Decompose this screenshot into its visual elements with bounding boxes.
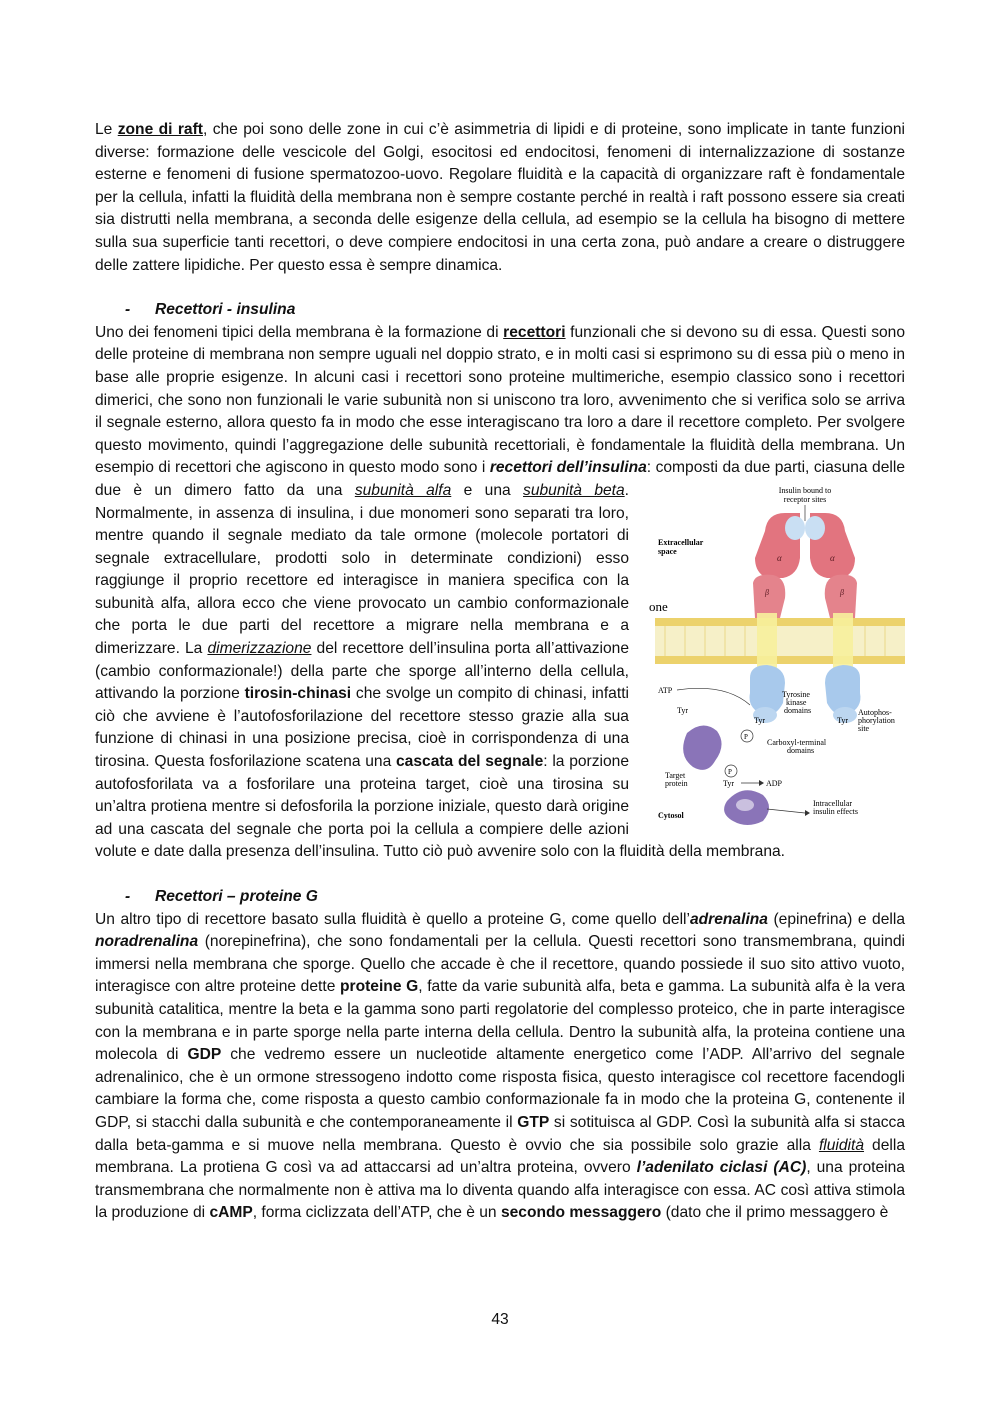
label-extracellular-2: space xyxy=(658,546,677,556)
term-tirosin-chinasi: tirosin-chinasi xyxy=(244,685,352,703)
term-gtp: GTP xyxy=(517,1113,550,1131)
document-body xyxy=(95,119,905,1225)
insulin-receptor-diagram xyxy=(649,483,905,828)
term-secondo-messaggero: secondo messaggero xyxy=(500,1204,662,1222)
text-run: (epinefrina) e della xyxy=(767,910,905,928)
label-tyr-left: Tyr xyxy=(677,705,688,715)
label-autophos-2: phorylation xyxy=(858,715,895,725)
beta-label-left: β xyxy=(765,587,769,597)
term-zone-di-raft: zone di raft xyxy=(117,121,203,138)
text-run: . Normalmente, in assenza di insulina, i due monomeri sono separati tra loro, mentre quando il segnale mediato da tale ormone (molecole portatori di segnale extracellulare, prodotti solo in determinate condizioni) esso raggiunge il proprio recettore ed interagisce in maniera specifica con la subunità alfa, allora ecco che viene provocato un cambio conformazionale che porta le due parti del recettore a migrare nella membrana e a dimerizzare. La xyxy=(95,481,630,658)
label-target-protein-1: Target xyxy=(665,770,686,780)
alpha-label-left: α xyxy=(777,552,782,563)
term-subunita-beta: subunità beta xyxy=(523,481,625,499)
label-p-1: P xyxy=(744,732,748,741)
paragraph-recettori-insulina xyxy=(95,322,905,864)
label-target-protein-2: protein xyxy=(665,778,688,788)
term-cascata-segnale: cascata del segnale xyxy=(396,753,544,771)
term-recettori: recettori xyxy=(503,323,566,341)
text-run: : composti da due parti, ciasuna delle due è un dimero fatto da una xyxy=(95,459,906,499)
target-protein-shape xyxy=(683,725,721,769)
membrane-core xyxy=(655,626,905,656)
label-tyr-target: Tyr xyxy=(723,778,734,788)
text-run: Uno dei fenomeni tipici della membrana è la formazione di xyxy=(95,323,504,341)
membrane-inner-heads xyxy=(655,656,905,664)
page-number: 43 xyxy=(491,1311,509,1328)
text-run: , una proteina transmembrana che normalmente non è attiva ma lo diventa quando alfa interagisce con essa. AC così attiva stimola la produzione di xyxy=(95,1159,905,1222)
label-tyrosine-kinase-2: kinase xyxy=(786,697,807,707)
text-run: (dato che il primo messaggero è xyxy=(661,1204,889,1222)
label-autophos-1: Autophos- xyxy=(858,707,892,717)
paragraph-raft xyxy=(95,119,905,277)
insulin-site-right xyxy=(805,516,825,540)
label-extracellular-1: Extracellular xyxy=(658,537,704,547)
label-tyr-kinase-right: Tyr xyxy=(837,715,848,725)
term-recettori-insulina: recettori dell’insulina xyxy=(489,459,647,477)
text-run: della membrana. La protiena G così va ad attaccarsi ad un’altra proteina, ovvero xyxy=(95,1136,905,1177)
label-carboxyl-2: domains xyxy=(787,745,815,755)
term-noradrenalina: noradrenalina xyxy=(95,933,199,951)
heading-dash: - xyxy=(125,301,131,319)
heading-text: Recettori - insulina xyxy=(155,301,296,319)
term-camp: cAMP xyxy=(209,1204,253,1222)
membrane-label-fragment: one xyxy=(649,598,668,614)
text-run: , forma ciclizzata dell’ATP, che è un xyxy=(252,1204,501,1222)
label-p-2: P xyxy=(728,767,732,776)
term-gdp: GDP xyxy=(187,1046,222,1064)
term-proteine-g: proteine G xyxy=(339,978,419,996)
text-run: funzionali che si devono su di essa. Questi sono delle proteine di membrana non sempre uguali nel doppio strato, e in molti casi si esprimono su di essa più o meno in base alle proprie esigenze. In alcuni casi i recettori sono proteine multimeriche, esempio classico sono i recettori dimerici, che sono non funzionali le varie subunità non si uniscono tra loro, avvenimento che si verifica solo se arriva il segnale esterno, allora questo fa in modo che esse interagiscano tra loro a dare il recettore completo. Per svolgere questo movimento, quindi l’aggregazione delle subunità recettoriali, è fondamentale la fluidità della membrana. Un esempio di recettori che agiscono in questo modo sono i xyxy=(95,323,906,477)
beta-label-right: β xyxy=(840,587,844,597)
label-insulin-bound-2: receptor sites xyxy=(783,494,827,504)
text-run: che vedremo essere un nucleotide altamente energetico come l’ADP. All’arrivo del segnale adrenalinico, che è un ormone stressogeno indotto come risposta fisica, questo interagisce col recettore facendogli cambiare la forma che, come risposta a questo cambio conformazionale fa in modo che la proteina G, contenente il GDP, si stacchi dalla subunità e che contemporaneamente il xyxy=(95,1046,905,1131)
heading-dash: - xyxy=(125,888,131,905)
label-cytosol: Cytosol xyxy=(658,810,684,820)
label-intracellular-2: insulin effects xyxy=(813,806,858,816)
label-intracellular-1: Intracellular xyxy=(813,798,853,808)
label-tyrosine-kinase-1: Tyrosine xyxy=(782,689,810,699)
text-run: del recettore dell’insulina porta all’attivazione (cambio conformazionale!) della parte che sporge all’interno della cellula, attivando la porzione xyxy=(95,640,629,703)
alpha-label-right: α xyxy=(830,552,835,563)
text-run: : la porzione autofosforilata va a fosforilare una proteina target, cioè una tirosina su un’altra protiena mentre si defosforila la porzione iniziale, questo darà origine ad una cascata del segnale che porta poi la cellula a compiere delle azioni volute e date dalla presenza dell’insulina. Tutto ciò può avvenire solo con la fluidità della membrana. xyxy=(95,753,786,861)
term-dimerizzazione: dimerizzazione xyxy=(207,640,312,658)
label-insulin-bound-1: Insulin bound to xyxy=(778,485,832,495)
label-adp: ADP xyxy=(766,778,783,788)
text-run: e una xyxy=(451,481,524,499)
text-run: si sotituisca al GDP. Così la subunità alfa si stacca dalla beta-gamma e si muove nella membrana. Questo è ovvio che sia possibile solo grazie alla xyxy=(95,1113,906,1154)
text-run: , fatte da varie subunità alfa, beta e gamma. La subunità alfa è la vera subunità catalitica, mentre la beta e la gamma sono parti regolatorie del complesso proteico, che in parte interagisce con la membrana e in parte sporge nella parte interna della cellula. Dentro la subunità alfa, la proteina contiene una molecola di xyxy=(95,978,905,1064)
insulin-receptor-figure xyxy=(649,483,905,828)
label-carboxyl-1: Carboxyl-terminal xyxy=(767,737,827,747)
term-adenilato-ciclasi: l’adenilato ciclasi (AC) xyxy=(636,1159,807,1177)
term-adrenalina: adrenalina xyxy=(689,910,768,928)
term-fluidita: fluidità xyxy=(818,1136,865,1154)
section-heading-proteine-g xyxy=(95,886,905,909)
text-run: , che poi sono delle zone in cui c’è asimmetria di lipidi e di proteine, sono implicate in tante funzioni diverse: formazione delle vescicole del Golgi, esocitosi ed endocitosi, fenomeni di internalizzazione di sostanze esterne e fenomeni di fusione spermatozoo-uovo. Regolare fluidità e la capacità di organizzare raft è fondamentale per la cellula, infatti la fluidità della membrana non è sempre costante perché in realtà i raft possono essere sia creati sia distrutti nella membrana, a seconda delle esigenze della cellula, ad esempio se la cellula ha bisogno di mettere sulla sua superficie tanti recettori, o deve compiere endocitosi in una certa zona, può andare a creare o distruggere delle zattere lipidiche. Per questo essa è sempre dinamica. xyxy=(95,121,905,274)
heading-text: Recettori – proteine G xyxy=(155,888,318,905)
label-tyr-kinase-left: Tyr xyxy=(754,715,765,725)
section-heading-insulina xyxy=(95,299,905,322)
text-run: Un altro tipo di recettore basato sulla fluidità è quello a proteine G, come quello dell’ xyxy=(95,910,690,928)
text-run: Le xyxy=(95,121,118,138)
insulin-site-left xyxy=(785,516,805,540)
label-tyrosine-kinase-3: domains xyxy=(784,705,812,715)
membrane-outer-heads xyxy=(655,618,905,626)
term-subunita-alfa: subunità alfa xyxy=(354,481,452,499)
text-run: che svolge un compito di chinasi, infatti ciò che avviene è l’autofosforilazione del recettore stesso grazie alla sua funzione di chinasi in una posizione precisa, cioè in corrispondenza di una tirosina. Questa fosforilazione scatena una xyxy=(95,685,629,771)
beta-subunit-left xyxy=(753,575,785,618)
label-atp: ATP xyxy=(658,685,673,695)
label-autophos-3: site xyxy=(858,723,870,733)
paragraph-proteine-g xyxy=(95,909,905,1225)
text-run: (norepinefrina), che sono fondamentali per la cellula. Questi recettori sono transmembrana, quindi immersi nella membrana che sporge. Quello che accade è che il recettore, quando possiede il suo sito attivo vuoto, interagisce con altre proteine dette xyxy=(95,933,905,996)
